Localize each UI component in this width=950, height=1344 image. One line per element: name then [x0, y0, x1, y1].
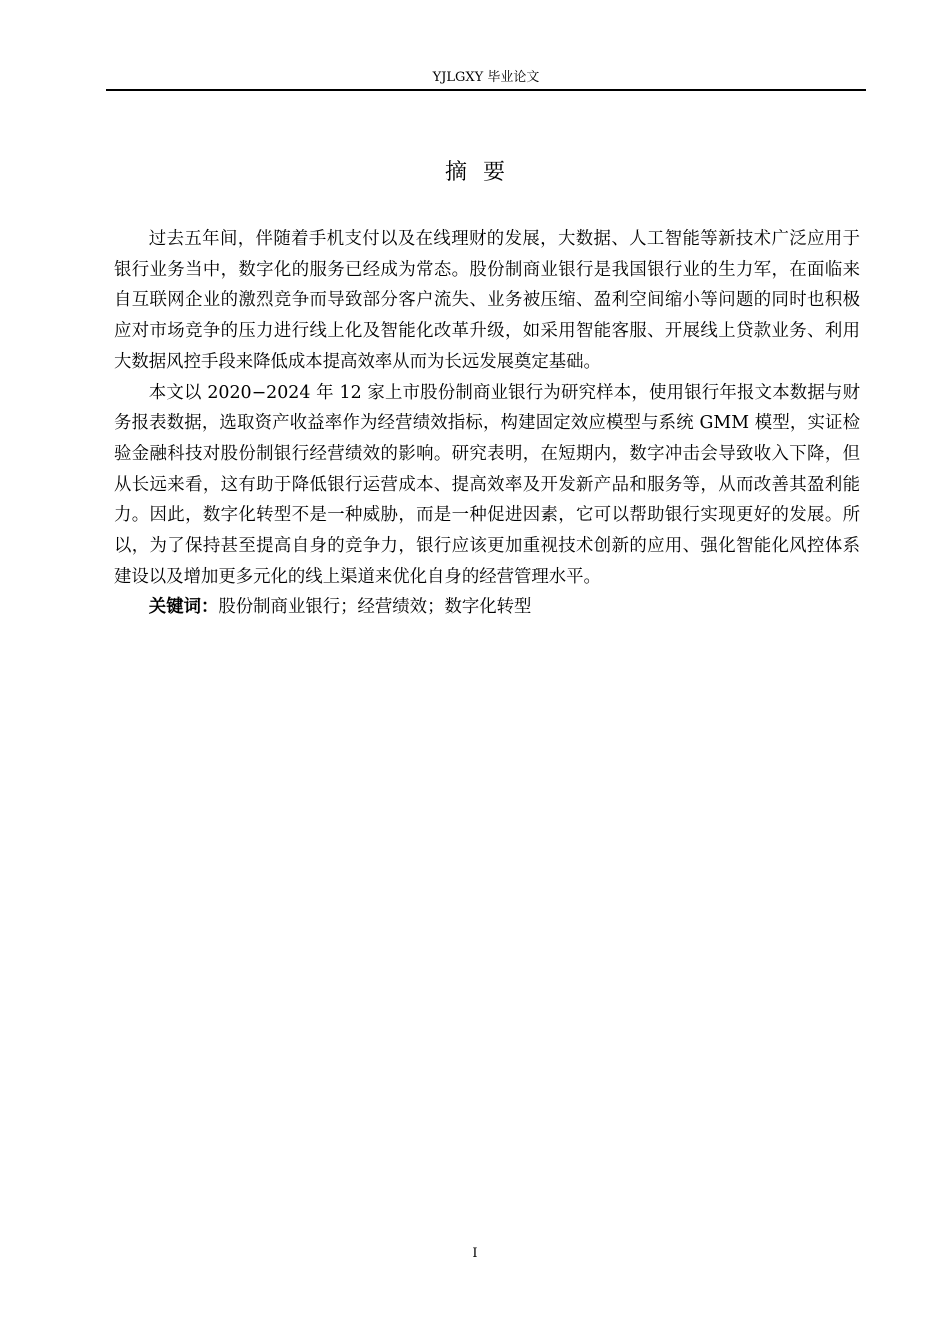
abstract-paragraph-1: 过去五年间，伴随着手机支付以及在线理财的发展，大数据、人工智能等新技术广泛应用于银行业务当中，数字化的服务已经成为常态。股份制商业银行是我国银行业的生力军，在面临来自互联网企业的激烈竞争而导致部分客户流失、业务被压缩、盈利空间缩小等问题的同时也积极应对市场竞争的压力进行线上化及智能化改革升级，如采用智能客服、开展线上贷款业务、利用大数据风控手段来降低成本提高效率从而为长远发展奠定基础。	[114, 229, 860, 372]
abstract-paragraph-2: 本文以 2020−2024 年 12 家上市股份制商业银行为研究样本，使用银行年报文本数据与财务报表数据，选取资产收益率作为经营绩效指标，构建固定效应模型与系统 GMM 模型，实证检验金融科技对股份制银行经营绩效的影响。研究表明，在短期内，数字冲击会导致收入下降，但从长远来看，这有助于降低银行运营成本、提高效率及开发新产品和服务等，从而改善其盈利能力。因此，数字化转型不是一种威胁，而是一种促进因素，它可以帮助银行实现更好的发展。所以，为了保持甚至提高自身的竞争力，银行应该更加重视技术创新的应用、强化智能化风控体系建设以及增加更多元化的线上渠道来优化自身的经营管理水平。	[114, 382, 860, 587]
keywords-line	[114, 592, 860, 623]
header-text: YJLGXY 毕业论文	[432, 70, 540, 85]
abstract-title: 摘要	[444, 160, 521, 185]
abstract-body	[114, 224, 860, 623]
keywords-label: 关键词：	[148, 597, 219, 618]
page-header	[106, 69, 866, 91]
page-number: I	[472, 1246, 478, 1261]
keywords-text: 股份制商业银行；经营绩效；数字化转型	[218, 597, 532, 618]
